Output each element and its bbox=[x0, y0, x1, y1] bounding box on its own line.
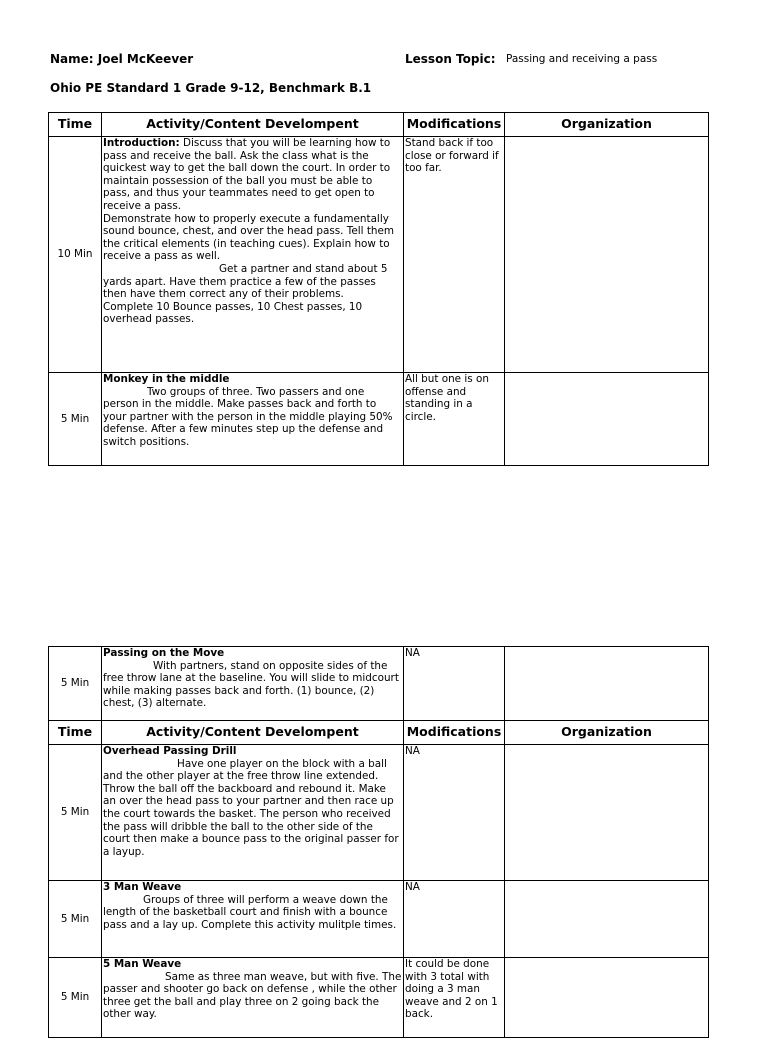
activity-title: Overhead Passing Drill bbox=[103, 745, 237, 757]
organization-cell bbox=[505, 137, 709, 373]
modifications-cell: NA bbox=[404, 881, 505, 958]
table-row bbox=[49, 881, 709, 958]
lesson-table-1 bbox=[48, 112, 709, 466]
table-row bbox=[49, 647, 709, 721]
activity-title: Passing on the Move bbox=[103, 647, 225, 659]
modifications-cell: NA bbox=[404, 647, 505, 721]
table-row bbox=[49, 958, 709, 1038]
activity-title: 5 Man Weave bbox=[103, 958, 182, 970]
organization-cell bbox=[505, 881, 709, 958]
col-organization-header: Organization bbox=[505, 721, 709, 745]
col-time-header: Time bbox=[49, 721, 102, 745]
activity-cell bbox=[102, 745, 404, 881]
time-cell: 5 Min bbox=[49, 881, 102, 958]
time-cell: 5 Min bbox=[49, 647, 102, 721]
activity-text: Discuss that you will be learning how to pass and receive the ball. Ask the class what is the quickest way to get the ball down the court. In order to maintain possession of the ball you must be able to pass, and thus your teammates need to get open to receive a pass. bbox=[103, 137, 391, 212]
time-cell: 5 Min bbox=[49, 958, 102, 1038]
activity-cell bbox=[102, 647, 404, 721]
activity-title: 3 Man Weave bbox=[103, 881, 182, 893]
col-time-header: Time bbox=[49, 113, 102, 137]
activity-text: yards apart. Have them practice a few of the passes then have them correct any of their problems. bbox=[103, 275, 376, 301]
activity-cell bbox=[102, 373, 404, 466]
activity-text: Same as three man weave, but with five. The passer and shooter go back on defense , while the other three get the ball and play three on 2 going back the other way. bbox=[103, 970, 402, 1021]
table-header-row bbox=[49, 721, 709, 745]
modifications-cell: NA bbox=[404, 745, 505, 881]
table-row bbox=[49, 745, 709, 881]
modifications-cell: All but one is on offense and standing in a circle. bbox=[404, 373, 505, 466]
modifications-cell: Stand back if too close or forward if too far. bbox=[404, 137, 505, 373]
activity-text: Groups of three will perform a weave down the length of the basketball court and finish with a bounce pass and a lay up. Complete this activity mulitple times. bbox=[103, 893, 397, 931]
activity-cell bbox=[102, 137, 404, 373]
activity-title: Introduction: bbox=[103, 137, 180, 149]
activity-text: Get a partner and stand about 5 bbox=[219, 262, 388, 275]
modifications-cell: It could be done with 3 total with doing a 3 man weave and 2 on 1 back. bbox=[404, 958, 505, 1038]
activity-text: Two groups of three. Two passers and one person in the middle. Make passes back and forth to your partner with the person in the middle playing 50% defense. After a few minutes step up the defense and switch positions. bbox=[103, 385, 393, 448]
time-cell: 10 Min bbox=[49, 137, 102, 373]
standard-label: Ohio PE Standard 1 Grade 9-12, Benchmark B.1 bbox=[50, 81, 372, 95]
organization-cell bbox=[505, 958, 709, 1038]
col-activity-header: Activity/Content Develompent bbox=[102, 721, 404, 745]
organization-cell bbox=[505, 647, 709, 721]
col-modifications-header: Modifications bbox=[404, 113, 505, 137]
col-modifications-header: Modifications bbox=[404, 721, 505, 745]
col-organization-header: Organization bbox=[505, 113, 709, 137]
col-activity-header: Activity/Content Develompent bbox=[102, 113, 404, 137]
lesson-table-2 bbox=[48, 646, 709, 1038]
activity-text: Complete 10 Bounce passes, 10 Chest passes, 10 overhead passes. bbox=[103, 300, 363, 326]
table-row bbox=[49, 137, 709, 373]
lesson-topic-value: Passing and receiving a pass bbox=[506, 53, 658, 65]
lesson-topic-label: Lesson Topic: bbox=[405, 52, 496, 66]
activity-title: Monkey in the middle bbox=[103, 373, 230, 385]
activity-text: Demonstrate how to properly execute a fundamentally sound bounce, chest, and over the head pass. Tell them the critical elements (in teaching cues). Explain how to receive a pass as well. bbox=[103, 212, 395, 263]
name-label: Name: Joel McKeever bbox=[50, 52, 194, 66]
table-row bbox=[49, 373, 709, 466]
table-header-row bbox=[49, 113, 709, 137]
activity-text: With partners, stand on opposite sides of the free throw lane at the baseline. You will slide to midcourt while making passes back and forth. (1) bounce, (2) chest, (3) alternate. bbox=[103, 659, 399, 710]
time-cell: 5 Min bbox=[49, 745, 102, 881]
activity-cell bbox=[102, 881, 404, 958]
activity-cell bbox=[102, 958, 404, 1038]
activity-text: Have one player on the block with a ball and the other player at the free throw line extended. Throw the ball off the backboard and rebound it. Make an over the head pass to your partner and then race up the court towards the basket. The person who received the pass will dribble the ball to the other side of the court then make a bounce pass to the original passer for a layup. bbox=[103, 757, 399, 858]
time-cell: 5 Min bbox=[49, 373, 102, 466]
organization-cell bbox=[505, 745, 709, 881]
organization-cell bbox=[505, 373, 709, 466]
